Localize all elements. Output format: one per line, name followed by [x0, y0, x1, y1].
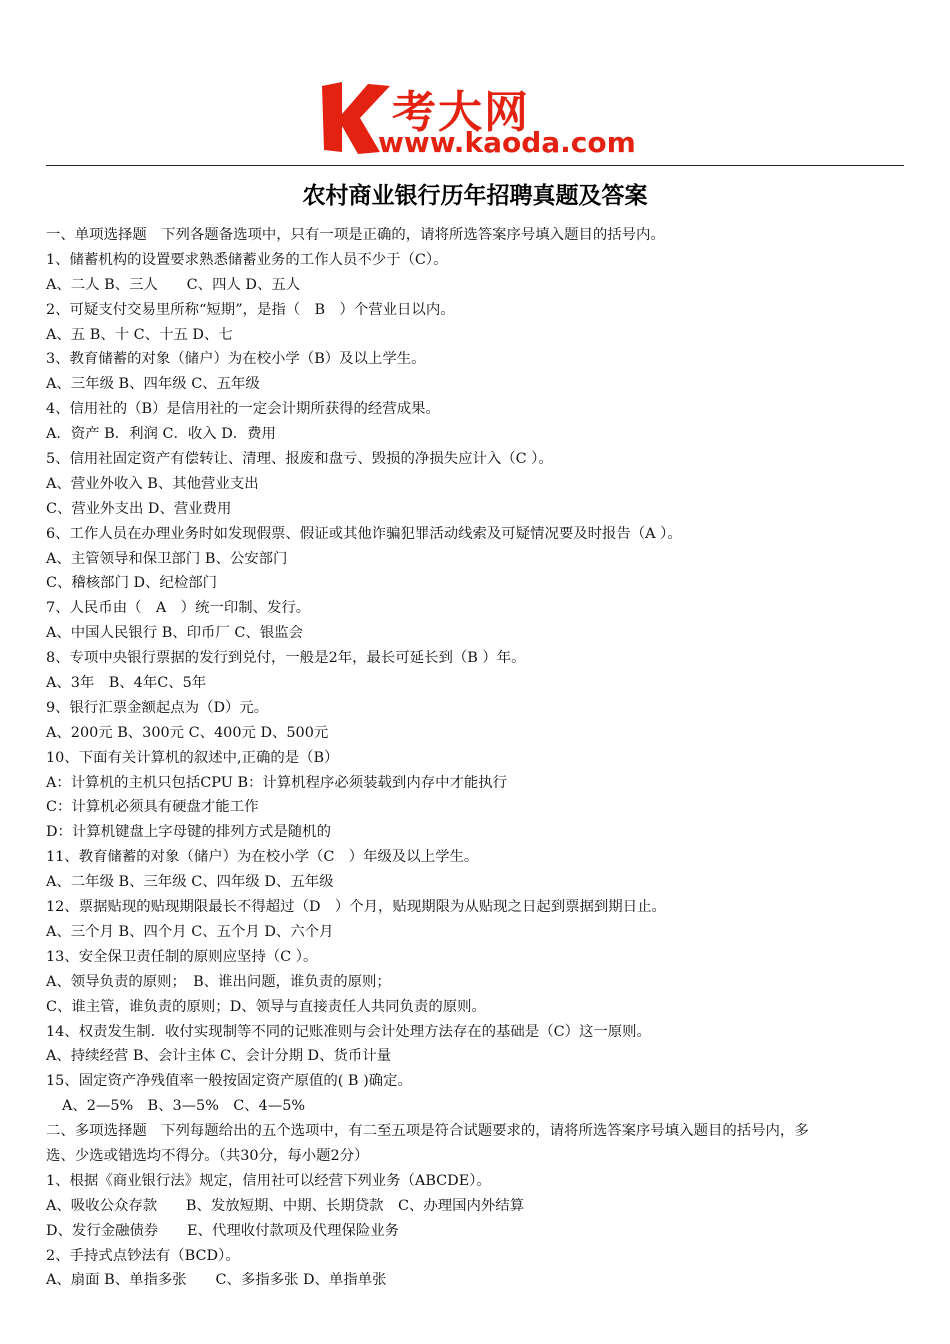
- text-line: 14、权责发生制．收付实现制等不同的记账准则与会计处理方法存在的基础是（C）这一原则。: [46, 1023, 651, 1040]
- text-line: A、五 B、十 C、十五 D、七: [46, 326, 233, 343]
- text-line: A、二年级 B、三年级 C、四年级 D、五年级: [46, 874, 334, 891]
- text-line: C：计算机必须具有硬盘才能工作: [46, 799, 259, 816]
- text-line: A：计算机的主机只包括CPU B：计算机程序必须装载到内存中才能执行: [46, 774, 508, 791]
- text-line: A、持续经营 B、会计主体 C、会计分期 D、货币计量: [46, 1048, 392, 1065]
- logo-brand-text: 考大网: [392, 87, 530, 138]
- page-title: 农村商业银行历年招聘真题及答案: [302, 183, 648, 209]
- text-line: 8、专项中央银行票据的发行到兑付，一般是2年，最长可延长到（B ）年。: [46, 650, 526, 667]
- text-line: C、营业外支出 D、营业费用: [46, 500, 232, 517]
- text-line: A、领导负责的原则； B、谁出问题，谁负责的原则；: [46, 973, 391, 990]
- header-divider: [46, 165, 904, 166]
- text-line: A、3年 B、4年C、5年: [46, 675, 207, 692]
- text-line: A、主管领导和保卫部门 B、公安部门: [46, 550, 288, 567]
- text-line: 13、安全保卫责任制的原则应坚持（C ）。: [46, 948, 318, 965]
- text-line: 11、教育储蓄的对象（储户）为在校小学（C ）年级及以上学生。: [46, 849, 479, 866]
- exam-content: [46, 223, 908, 1293]
- logo-url-text: www.kaoda.com: [378, 126, 636, 159]
- text-line: 2、可疑支付交易里所称“短期”，是指（ B ）个营业日以内。: [46, 301, 455, 318]
- kaoda-logo: [318, 80, 648, 160]
- text-line: A、2—5% B、3—5% C、4—5%: [62, 1098, 306, 1115]
- text-line: D、发行金融债券 E、代理收付款项及代理保险业务: [46, 1222, 400, 1239]
- text-line: A、扇面 B、单指多张 C、多指多张 D、单指单张: [46, 1272, 387, 1289]
- text-line: A、二人 B、三人 C、四人 D、五人: [46, 276, 301, 293]
- text-line: C、稽核部门 D、纪检部门: [46, 575, 218, 592]
- text-line: A、营业外收入 B、其他营业支出: [46, 475, 259, 492]
- text-line: 1、根据《商业银行法》规定，信用社可以经营下列业务（ABCDE）。: [46, 1172, 491, 1189]
- text-line: 1、储蓄机构的设置要求熟悉储蓄业务的工作人员不少于（C）。: [46, 251, 448, 268]
- text-line: A、三年级 B、四年级 C、五年级: [46, 376, 260, 393]
- text-line: A、吸收公众存款 B、发放短期、中期、长期贷款 C、办理国内外结算: [46, 1197, 525, 1214]
- text-line: 3、教育储蓄的对象（储户）为在校小学（B）及以上学生。: [46, 351, 426, 368]
- text-line: A、200元 B、300元 C、400元 D、500元: [46, 724, 329, 741]
- text-line: D：计算机键盘上字母键的排列方式是随机的: [46, 824, 331, 841]
- text-line: 6、工作人员在办理业务时如发现假票、假证或其他诈骗犯罪活动线索及可疑情况要及时报告（A ）。: [46, 525, 682, 542]
- text-line: 10、下面有关计算机的叙述中,正确的是（B）: [46, 749, 339, 766]
- text-line: 二、多项选择题 下列每题给出的五个选项中，有二至五项是符合试题要求的，请将所选答案序号填入题目的括号内，多: [46, 1123, 809, 1140]
- text-line: 12、票据贴现的贴现期限最长不得超过（D ）个月，贴现期限为从贴现之日起到票据到期日止。: [46, 899, 666, 916]
- text-line: A、三个月 B、四个月 C、五个月 D、六个月: [46, 923, 334, 940]
- text-line: 9、银行汇票金额起点为（D）元。: [46, 699, 269, 716]
- text-line: C、谁主管，谁负责的原则；D、领导与直接责任人共同负责的原则。: [46, 998, 486, 1015]
- text-line: 5、信用社固定资产有偿转让、清理、报废和盘亏、毁损的净损失应计入（C ）。: [46, 451, 553, 468]
- text-line: A．资产 B．利润 C．收入 D．费用: [46, 426, 276, 443]
- text-line: 4、信用社的（B）是信用社的一定会计期所获得的经营成果。: [46, 401, 440, 418]
- text-line: 15、固定资产净残值率一般按固定资产原值的( B )确定。: [46, 1073, 412, 1090]
- text-line: 7、人民币由（ A ）统一印制、发行。: [46, 600, 311, 617]
- text-line: A、中国人民银行 B、印币厂 C、银监会: [46, 625, 303, 642]
- text-line: 选、少选或错选均不得分。（共30分，每小题2分）: [46, 1147, 369, 1164]
- text-line: 2、手持式点钞法有（BCD）。: [46, 1247, 240, 1264]
- text-line: 一、单项选择题 下列各题备选项中，只有一项是正确的，请将所选答案序号填入题目的括号内。: [46, 227, 665, 243]
